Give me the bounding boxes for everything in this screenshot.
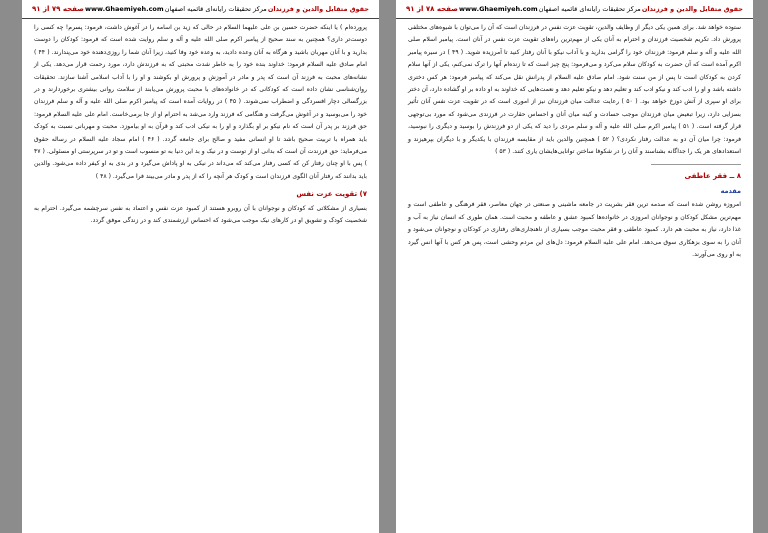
right-page-body [396,19,753,261]
site-url: www.Ghaemiyeh.com [459,5,538,13]
page-number: صفحه ۷۹ از ۹۱ [32,5,84,13]
footnote-divider [651,164,741,165]
left-page-body [22,19,379,228]
left-page-header [22,0,379,19]
site-url: www.Ghaemiyeh.com [85,5,164,13]
center-name: مرکز تحقیقات رایانه‌ای قائمیه اصفهان [538,5,641,13]
body-paragraph: پرورده‌ام ) یا اینکه حضرت حسین بن علی علیهما السلام در حالی که زید بن اسامه را در آغوش داشت، فرمود: پسرم! چه کسی را دوست‌تر داری؟ همچنین به سند صحیح از پیامبر اکرم صلی الله علیه و آله و سلم روایت شده است که فرمود: کودکان را دوست بدارید و با آنان مهربان باشید و هرگاه به آنان وعده دادید، به وعده خود وفا کنید، زیرا آنان شما را روزی‌دهنده خود می‌پندارند. ( ۴۴ ) امام صادق علیه السلام فرمود: خداوند بنده خود را به خاطر شدت محبتی که به فرزندش دارد، مورد رحمت قرار می‌دهد. یکی از نشانه‌های محبت به فرزند آن است که پدر و مادر در آموزش و پرورش او بکوشند و او را با آداب اسلامی آشنا سازند. تحقیقات روان‌شناسی نشان داده است که کودکانی که در خانواده‌های با محبت پرورش می‌یابند از سلامت روانی بیشتری برخوردارند و در بزرگسالی دچار افسردگی و اضطراب نمی‌شوند. ( ۴۵ ) در روایات آمده است که پیامبر اکرم صلی الله علیه و آله و سلم فرزندان خود را می‌بوسید و در آغوش می‌گرفت و هنگامی که فرزند وارد می‌شد به احترام او از جا برمی‌خاست. امام علی علیه السلام فرمود: حق فرزند بر پدر آن است که نام نیکو بر او بگذارد و او را به نیکی ادب کند و قرآن به او بیاموزد. محبت و مهربانی نسبت به کودک باید همراه با تربیت صحیح باشد تا او انسانی مفید و صالح برای جامعه گردد. ( ۴۶ ) امام سجاد علیه السلام در رساله حقوق می‌فرماید: حق فرزندت آن است که بدانی او از توست و در نیک و بد این دنیا به تو منسوب است و تو در سرپرستی او مسئولی. ( ۴۷ ) پس با او چنان رفتار کن که کسی رفتار می‌کند که می‌داند در نیکی به او پاداش می‌گیرد و در بدی به او کیفر داده می‌شود. والدین باید بدانند که رفتار آنان الگوی فرزندان است و کودک هر آنچه را که از پدر و مادر می‌بیند فرا می‌گیرد. ( ۴۸ ) [34,24,367,180]
body-paragraph: بسیاری از مشکلاتی که کودکان و نوجوانان با آن روبرو هستند از کمبود عزت نفس و اعتماد به نفس سرچشمه می‌گیرد. احترام به شخصیت کودک و تشویق او در کارهای نیک موجب می‌شود که احساس ارزشمندی کند و در زندگی موفق گردد. [34,204,367,225]
center-name: مرکز تحقیقات رایانه‌ای قائمیه اصفهان [164,5,267,13]
subsection-heading: مقدمه [720,186,741,195]
right-page [396,0,753,533]
book-title: حقوق متقابل والدین و فرزندان [267,5,369,13]
section-heading: ۷) تقویت عزت نفس [296,190,367,199]
body-paragraph: امروزه روشن شده است که صدمه ترین فقر بشریت در جامعه ماشینی و صنعتی در جهان معاصر، فقر فرهنگی و عاطفی است و مهم‌ترین مشکل کودکان و نوجوانان امروزی در خانواده‌ها کمبود عشق و عاطفه و محبت است. همان طوری که انسان نیاز به آب و غذا دارد، نیاز به محبت هم دارد. کمبود عاطفی و فقر محبت موجب بسیاری از ناهنجاری‌های رفتاری در کودکان و نوجوانان می‌شود و آنان را به سوی بزهکاری سوق می‌دهد. امام علی علیه السلام فرمود: دل‌های این مردم وحشی است، پس هر کس با آنها انس گیرد به او روی می‌آورند. [408,201,741,258]
book-title: حقوق متقابل والدین و فرزندان [641,5,743,13]
body-paragraph: ستوده خواهد شد. برای همین یکی دیگر از وظایف والدین، تقویت عزت نفس در فرزندان است که آن را می‌توان با شیوه‌های مختلفی پرورش داد. تکریم شخصیت فرزندان و احترام به آنان یکی از مهم‌ترین راه‌های تقویت عزت نفس در آنان است. پیامبر اسلام صلی الله علیه و آله و سلم فرمود: فرزندان خود را گرامی بدارید و با آداب نیکو با آنان رفتار کنید تا آمرزیده شوید. ( ۴۹ ) در سیره پیامبر اکرم آمده است که آن حضرت به کودکان سلام می‌کرد و می‌فرمود: پنج چیز است که تا زنده‌ام آنها را ترک نمی‌کنم، یکی از آنها سلام کردن به کودکان است تا پس از من سنت شود. امام صادق علیه السلام از پدرانش نقل می‌کند که پیامبر فرمود: هر کس دختری داشته باشد و او را ادب کند و نیکو ادب کند و تعلیم دهد و نیکو تعلیم دهد و نعمت‌هایی که خداوند به او داده بر او گشاده دارد، آن دختر برای او سپری از آتش دوزخ خواهد بود. ( ۵۰ ) رعایت عدالت میان فرزندان نیز از اموری است که در تقویت عزت نفس آنان تأثیر بسزایی دارد، زیرا تبعیض میان فرزندان موجب حسادت و کینه میان آنان و احساس حقارت در فرزندی می‌شود که مورد بی‌توجهی قرار گرفته است. ( ۵۱ ) پیامبر اکرم صلی الله علیه و آله و سلم مردی را دید که یکی از دو فرزندش را بوسید و دیگری را نبوسید، فرمود: چرا میان آن دو به عدالت رفتار نکردی؟ ( ۵۲ ) همچنین والدین باید از مقایسه فرزندان با یکدیگر و با دیگران بپرهیزند و استعدادهای هر یک را جداگانه بشناسند و آنان را در شکوفا ساختن توانایی‌هایشان یاری کنند. ( ۵۳ ) [408,24,742,156]
page-number: صفحه ۷۸ از ۹۱ [406,5,458,13]
right-page-header [396,0,753,19]
section-heading: ۸ ــ فقر عاطفی [684,172,741,181]
left-page [22,0,379,533]
